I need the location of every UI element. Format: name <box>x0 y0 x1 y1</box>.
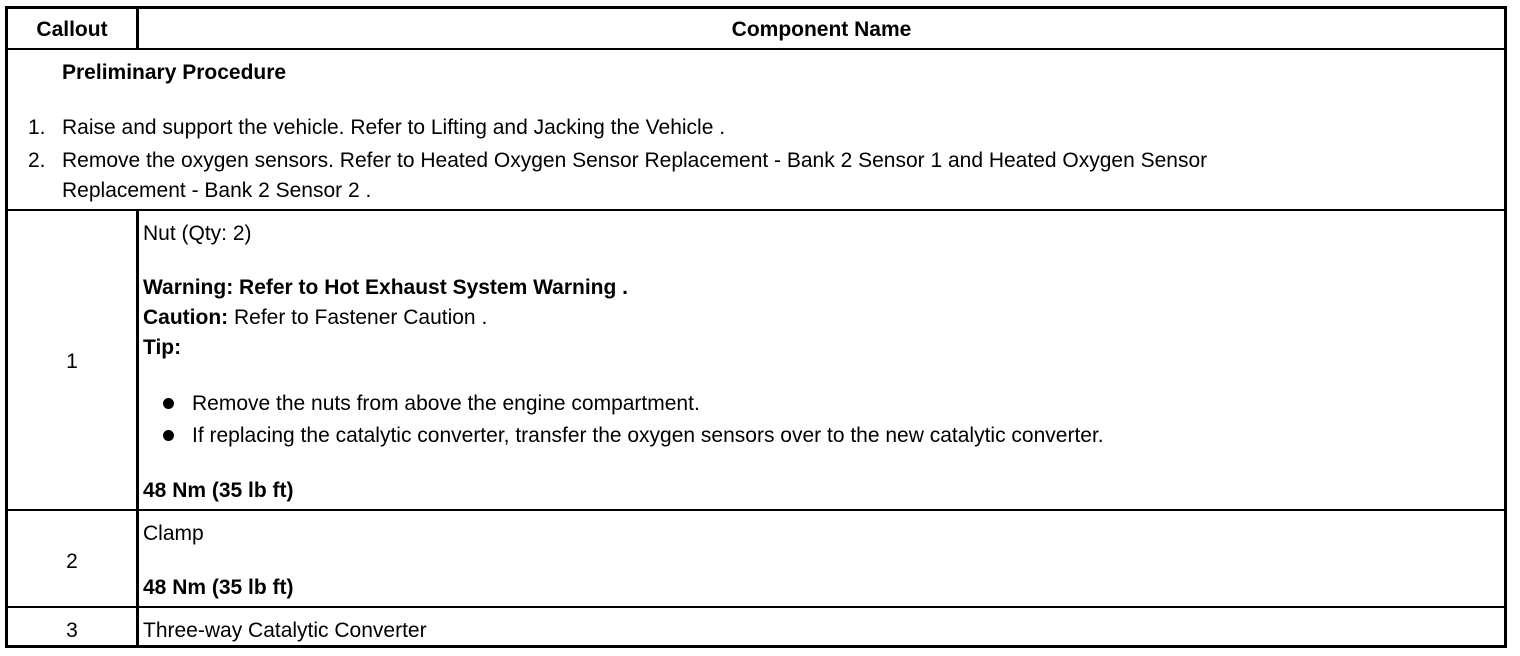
row-1-torque: 48 Nm (35 lb ft) <box>143 479 294 502</box>
row-1-bullet-1: Remove the nuts from above the engine compartment. <box>192 392 700 415</box>
step-2-number: 2. <box>28 149 46 172</box>
row-divider-1 <box>8 509 1504 511</box>
row-2-torque: 48 Nm (35 lb ft) <box>143 576 294 599</box>
row-1-callout: 1 <box>66 350 78 373</box>
row-divider-2 <box>8 606 1504 608</box>
header-callout: Callout <box>36 18 108 41</box>
preliminary-title: Preliminary Procedure <box>62 61 287 84</box>
preliminary-divider <box>8 209 1504 211</box>
step-2-text-line2: Replacement - Bank 2 Sensor 2 . <box>62 179 372 202</box>
caution-text: Refer to Fastener Caution . <box>228 306 488 329</box>
step-1-text: Raise and support the vehicle. Refer to Lifting and Jacking the Vehicle . <box>62 116 726 139</box>
row-3-name: Three-way Catalytic Converter <box>143 619 427 642</box>
row-2-callout: 2 <box>66 550 78 573</box>
row-1-caution <box>143 306 487 330</box>
bullet-dot <box>163 430 174 441</box>
component-table <box>5 6 1507 648</box>
caution-label: Caution: <box>143 306 229 329</box>
step-1-number: 1. <box>28 116 46 139</box>
row-1-name: Nut (Qty: 2) <box>143 222 252 245</box>
column-divider-body <box>136 209 139 645</box>
step-2-text-line1: Remove the oxygen sensors. Refer to Heated Oxygen Sensor Replacement - Bank 2 Sensor 1 and Heated Oxygen Sensor <box>62 149 1208 172</box>
header-component-name: Component Name <box>731 18 912 41</box>
bullet-dot <box>163 398 174 409</box>
header-divider <box>8 48 1504 50</box>
row-3-callout: 3 <box>66 619 78 642</box>
row-2-name: Clamp <box>143 522 204 545</box>
row-1-bullet-2: If replacing the catalytic converter, transfer the oxygen sensors over to the new catalytic converter. <box>192 424 1104 447</box>
row-1-tip-label: Tip: <box>143 336 182 359</box>
row-1-warning: Warning: Refer to Hot Exhaust System Warning . <box>143 276 628 299</box>
